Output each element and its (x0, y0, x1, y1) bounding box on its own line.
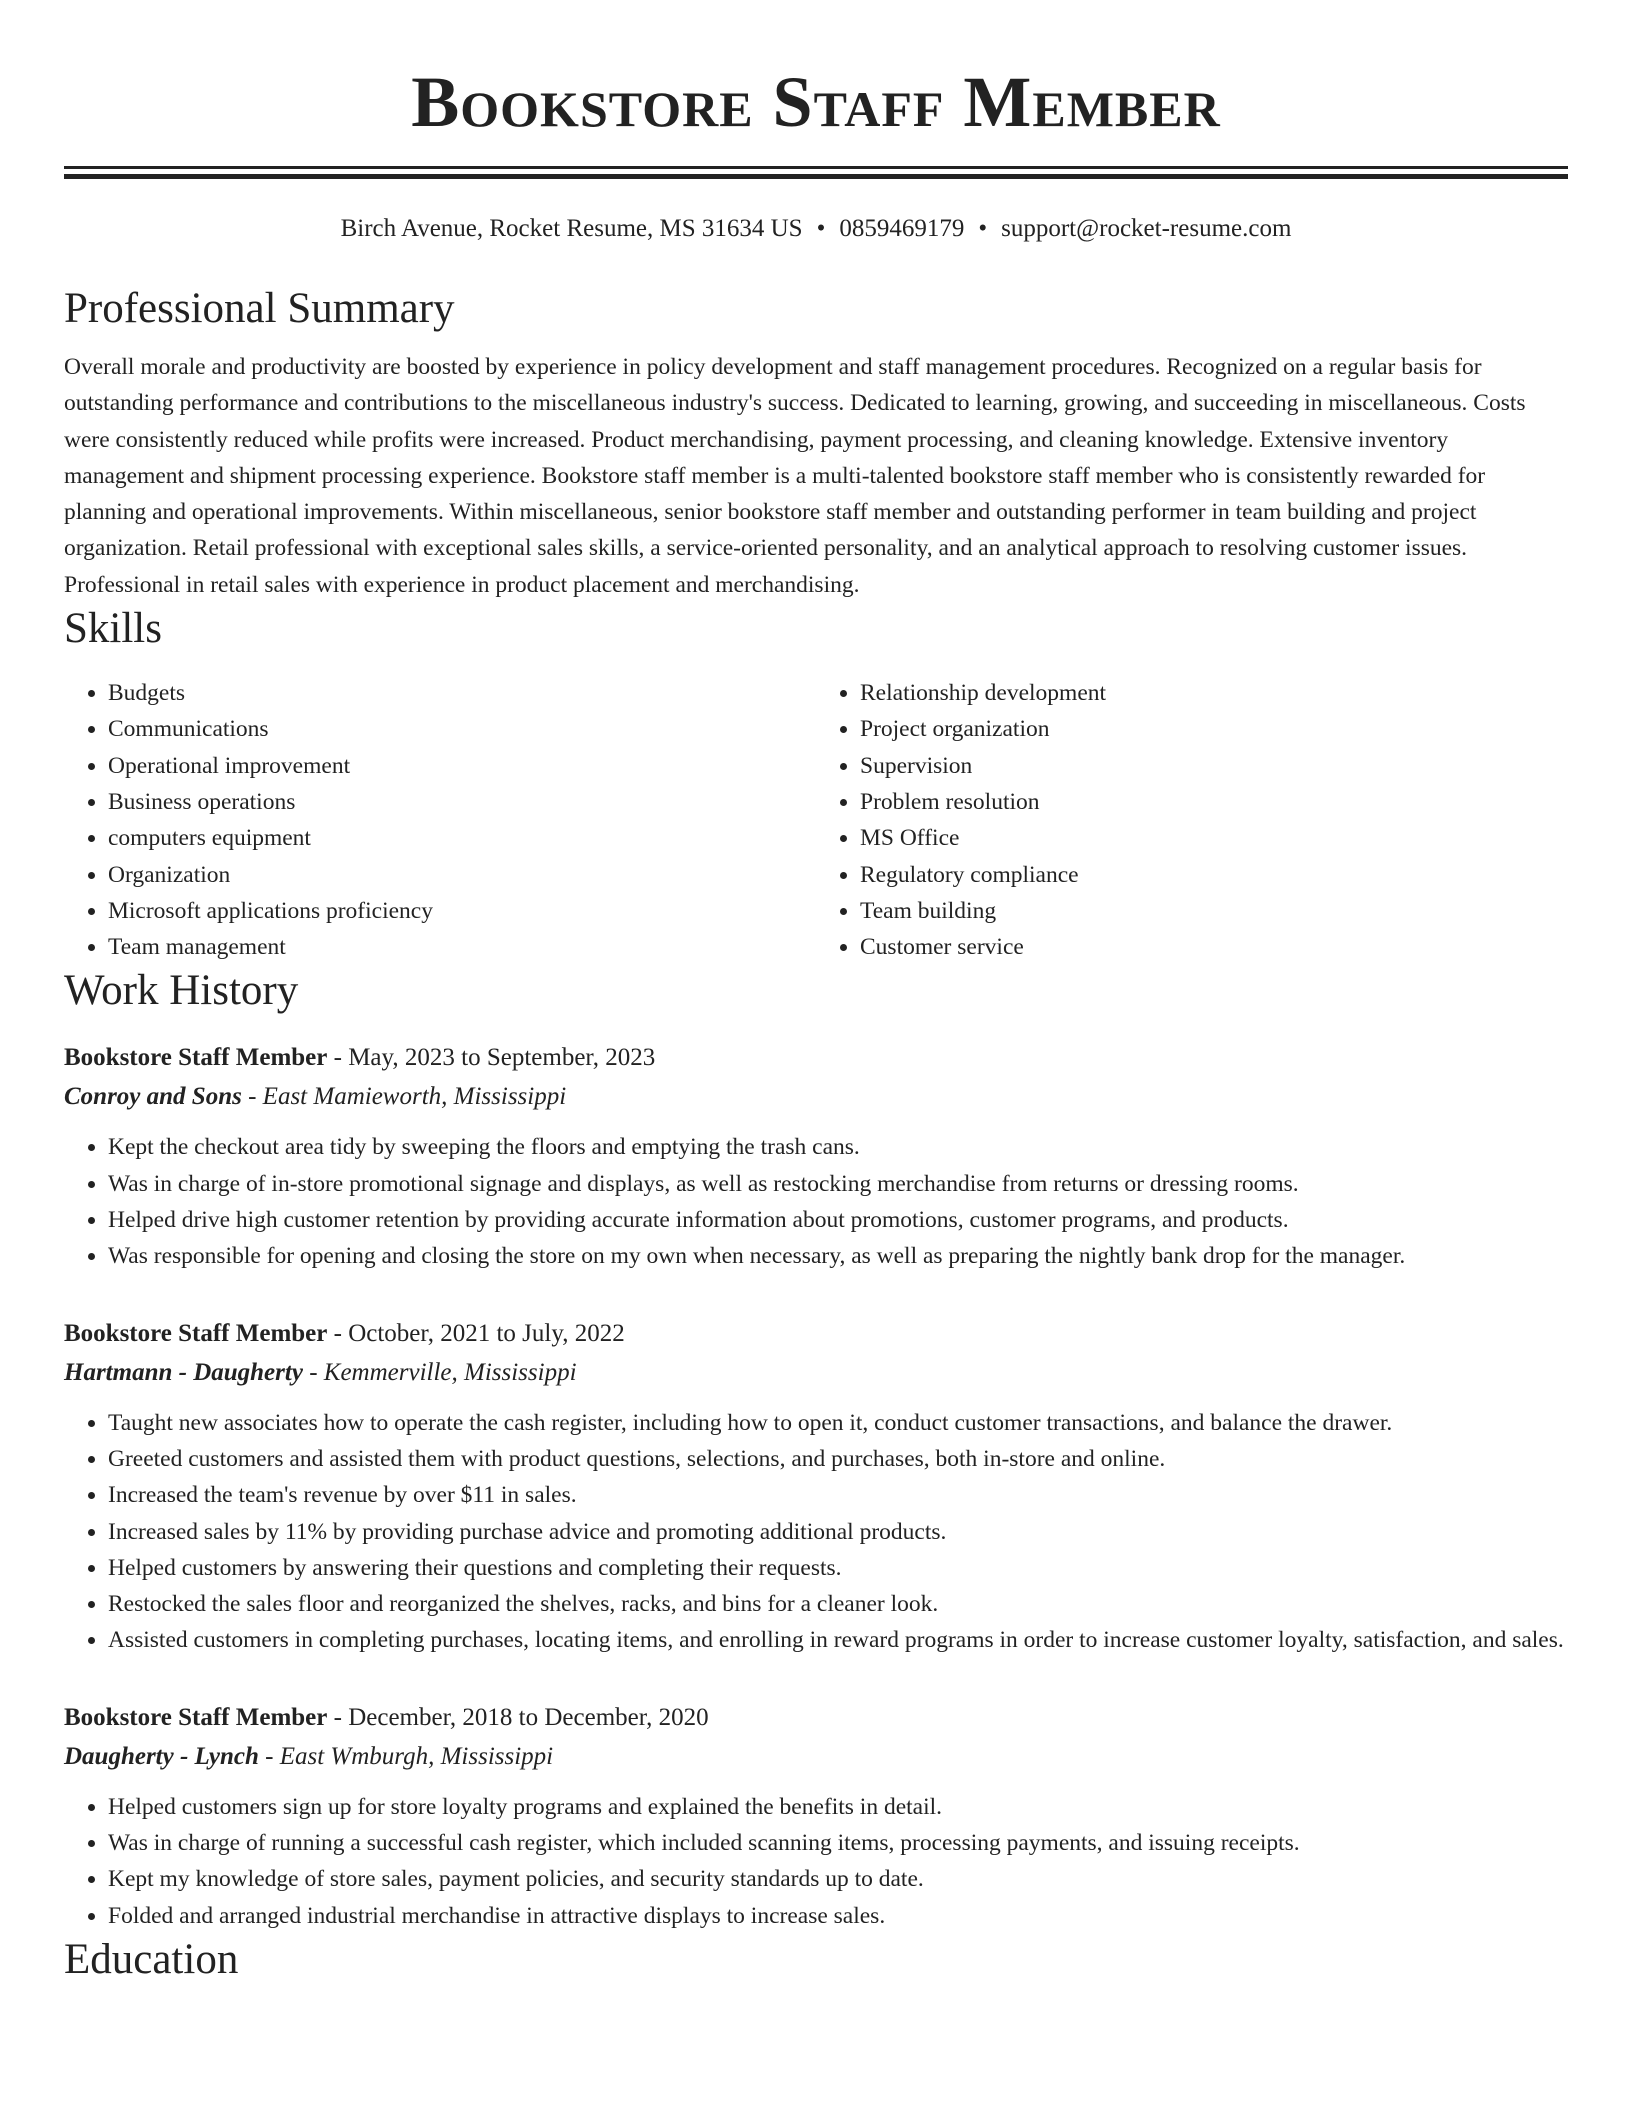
summary-heading: Professional Summary (64, 285, 455, 332)
skills-column-left (64, 675, 816, 965)
skill-item: • Team management (108, 929, 816, 965)
skill-item: • Budgets (108, 675, 816, 711)
job-dates: - October, 2021 to July, 2022 (327, 1319, 625, 1347)
header-rule-top (64, 166, 1568, 169)
job-company-line (64, 1353, 1568, 1393)
job-duty: • Kept the checkout area tidy by sweeping the floors and emptying the trash cans. (108, 1129, 1568, 1165)
skill-item: • Microsoft applications proficiency (108, 893, 816, 929)
contact-separator: • (978, 215, 988, 242)
job-company-line (64, 1077, 1568, 1117)
job-entry (64, 1315, 1568, 1659)
skill-item: • MS Office (860, 820, 1568, 856)
skills-column-right (816, 675, 1568, 965)
skill-item: • Communications (108, 711, 816, 747)
skill-item: • Organization (108, 857, 816, 893)
contact-line (64, 213, 1568, 245)
skill-item: • Supervision (860, 748, 1568, 784)
job-title-line (64, 1315, 1568, 1353)
job-dates: - May, 2023 to September, 2023 (327, 1044, 656, 1072)
skill-item: • Regulatory compliance (860, 857, 1568, 893)
skill-item: • computers equipment (108, 820, 816, 856)
job-title-line (64, 1699, 1568, 1737)
skills-heading: Skills (64, 605, 162, 653)
header-rule-bottom (64, 174, 1568, 179)
job-company: Conroy and Sons (64, 1083, 242, 1111)
skill-item: • Problem resolution (860, 784, 1568, 820)
job-duties (64, 1789, 1568, 1934)
skill-item: • Business operations (108, 784, 816, 820)
work-history-heading: Work History (64, 967, 299, 1015)
job-company: Hartmann - Daugherty (64, 1358, 303, 1386)
job-duty: • Helped customers by answering their questions and completing their requests. (108, 1550, 1568, 1586)
contact-address: Birch Avenue, Rocket Resume, MS 31634 US (340, 215, 803, 242)
job-duty: • Kept my knowledge of store sales, payment policies, and security standards up to date. (108, 1861, 1568, 1897)
job-location: - Kemmerville, Mississippi (302, 1358, 577, 1386)
job-duty: • Was in charge of in-store promotional signage and displays, as well as restocking merchandise from returns or dressing rooms. (108, 1166, 1568, 1202)
job-role: Bookstore Staff Member (64, 1044, 328, 1072)
job-entry (64, 1699, 1568, 1934)
job-duty: • Taught new associates how to operate the cash register, including how to open it, conduct customer transactions, and balance the drawer. (108, 1405, 1568, 1441)
skill-item: • Team building (860, 893, 1568, 929)
contact-phone: 0859469179 (839, 215, 965, 242)
job-duties (64, 1405, 1568, 1659)
education-heading: Education (64, 1935, 239, 1983)
job-title-line (64, 1039, 1568, 1077)
job-duty: • Assisted customers in completing purchases, locating items, and enrolling in reward programs in order to increase customer loyalty, satisfaction, and sales. (108, 1622, 1568, 1658)
job-duty: • Helped customers sign up for store loyalty programs and explained the benefits in detail. (108, 1789, 1568, 1825)
skills-list (64, 675, 1568, 965)
contact-email: support@rocket-resume.com (1001, 215, 1292, 242)
job-duty: • Was in charge of running a successful cash register, which included scanning items, processing payments, and issuing receipts. (108, 1825, 1568, 1861)
job-role: Bookstore Staff Member (64, 1703, 328, 1731)
skill-item: • Relationship development (860, 675, 1568, 711)
summary-text: Overall morale and productivity are boosted by experience in policy development and staff management procedures. Recognized on a regular basis for outstanding performance and contributions to the miscellaneous industry's success. Dedicated to learning, growing, and succeeding in miscellaneous. Costs were consistently reduced while profits were increased. Product merchandising, payment processing, and cleaning knowledge. Extensive inventory management and shipment processing experience. Bookstore staff member is a multi-talented bookstore staff member who is consistently rewarded for planning and operational improvements. Within miscellaneous, senior bookstore staff member and outstanding performer in team building and project organization. Retail professional with exceptional sales skills, a service-oriented personality, and an analytical approach to resolving customer issues. Professional in retail sales with experience in product placement and merchandising. (64, 354, 1526, 598)
job-duty: • Helped drive high customer retention by providing accurate information about promotions, customer programs, and products. (108, 1202, 1568, 1238)
job-duty: • Restocked the sales floor and reorganized the shelves, racks, and bins for a cleaner look. (108, 1586, 1568, 1622)
contact-separator: • (816, 215, 826, 242)
job-location: - East Mamieworth, Mississippi (241, 1083, 567, 1111)
candidate-name: Bookstore Staff Member (411, 62, 1221, 142)
job-company: Daugherty - Lynch (64, 1742, 259, 1770)
skill-item: • Customer service (860, 929, 1568, 965)
job-duty: • Increased sales by 11% by providing purchase advice and promoting additional products. (108, 1514, 1568, 1550)
job-location: - East Wmburgh, Mississippi (258, 1742, 554, 1770)
skill-item: • Operational improvement (108, 748, 816, 784)
job-duty: • Increased the team's revenue by over $11 in sales. (108, 1477, 1568, 1513)
job-company-line (64, 1737, 1568, 1777)
job-duty: • Greeted customers and assisted them with product questions, selections, and purchases, both in-store and online. (108, 1441, 1568, 1477)
job-entry (64, 1039, 1568, 1274)
job-duty: • Was responsible for opening and closing the store on my own when necessary, as well as preparing the nightly bank drop for the manager. (108, 1238, 1568, 1274)
skill-item: • Project organization (860, 711, 1568, 747)
job-duties (64, 1129, 1568, 1274)
job-dates: - December, 2018 to December, 2020 (327, 1703, 709, 1731)
job-duty: • Folded and arranged industrial merchandise in attractive displays to increase sales. (108, 1898, 1568, 1934)
job-role: Bookstore Staff Member (64, 1319, 328, 1347)
